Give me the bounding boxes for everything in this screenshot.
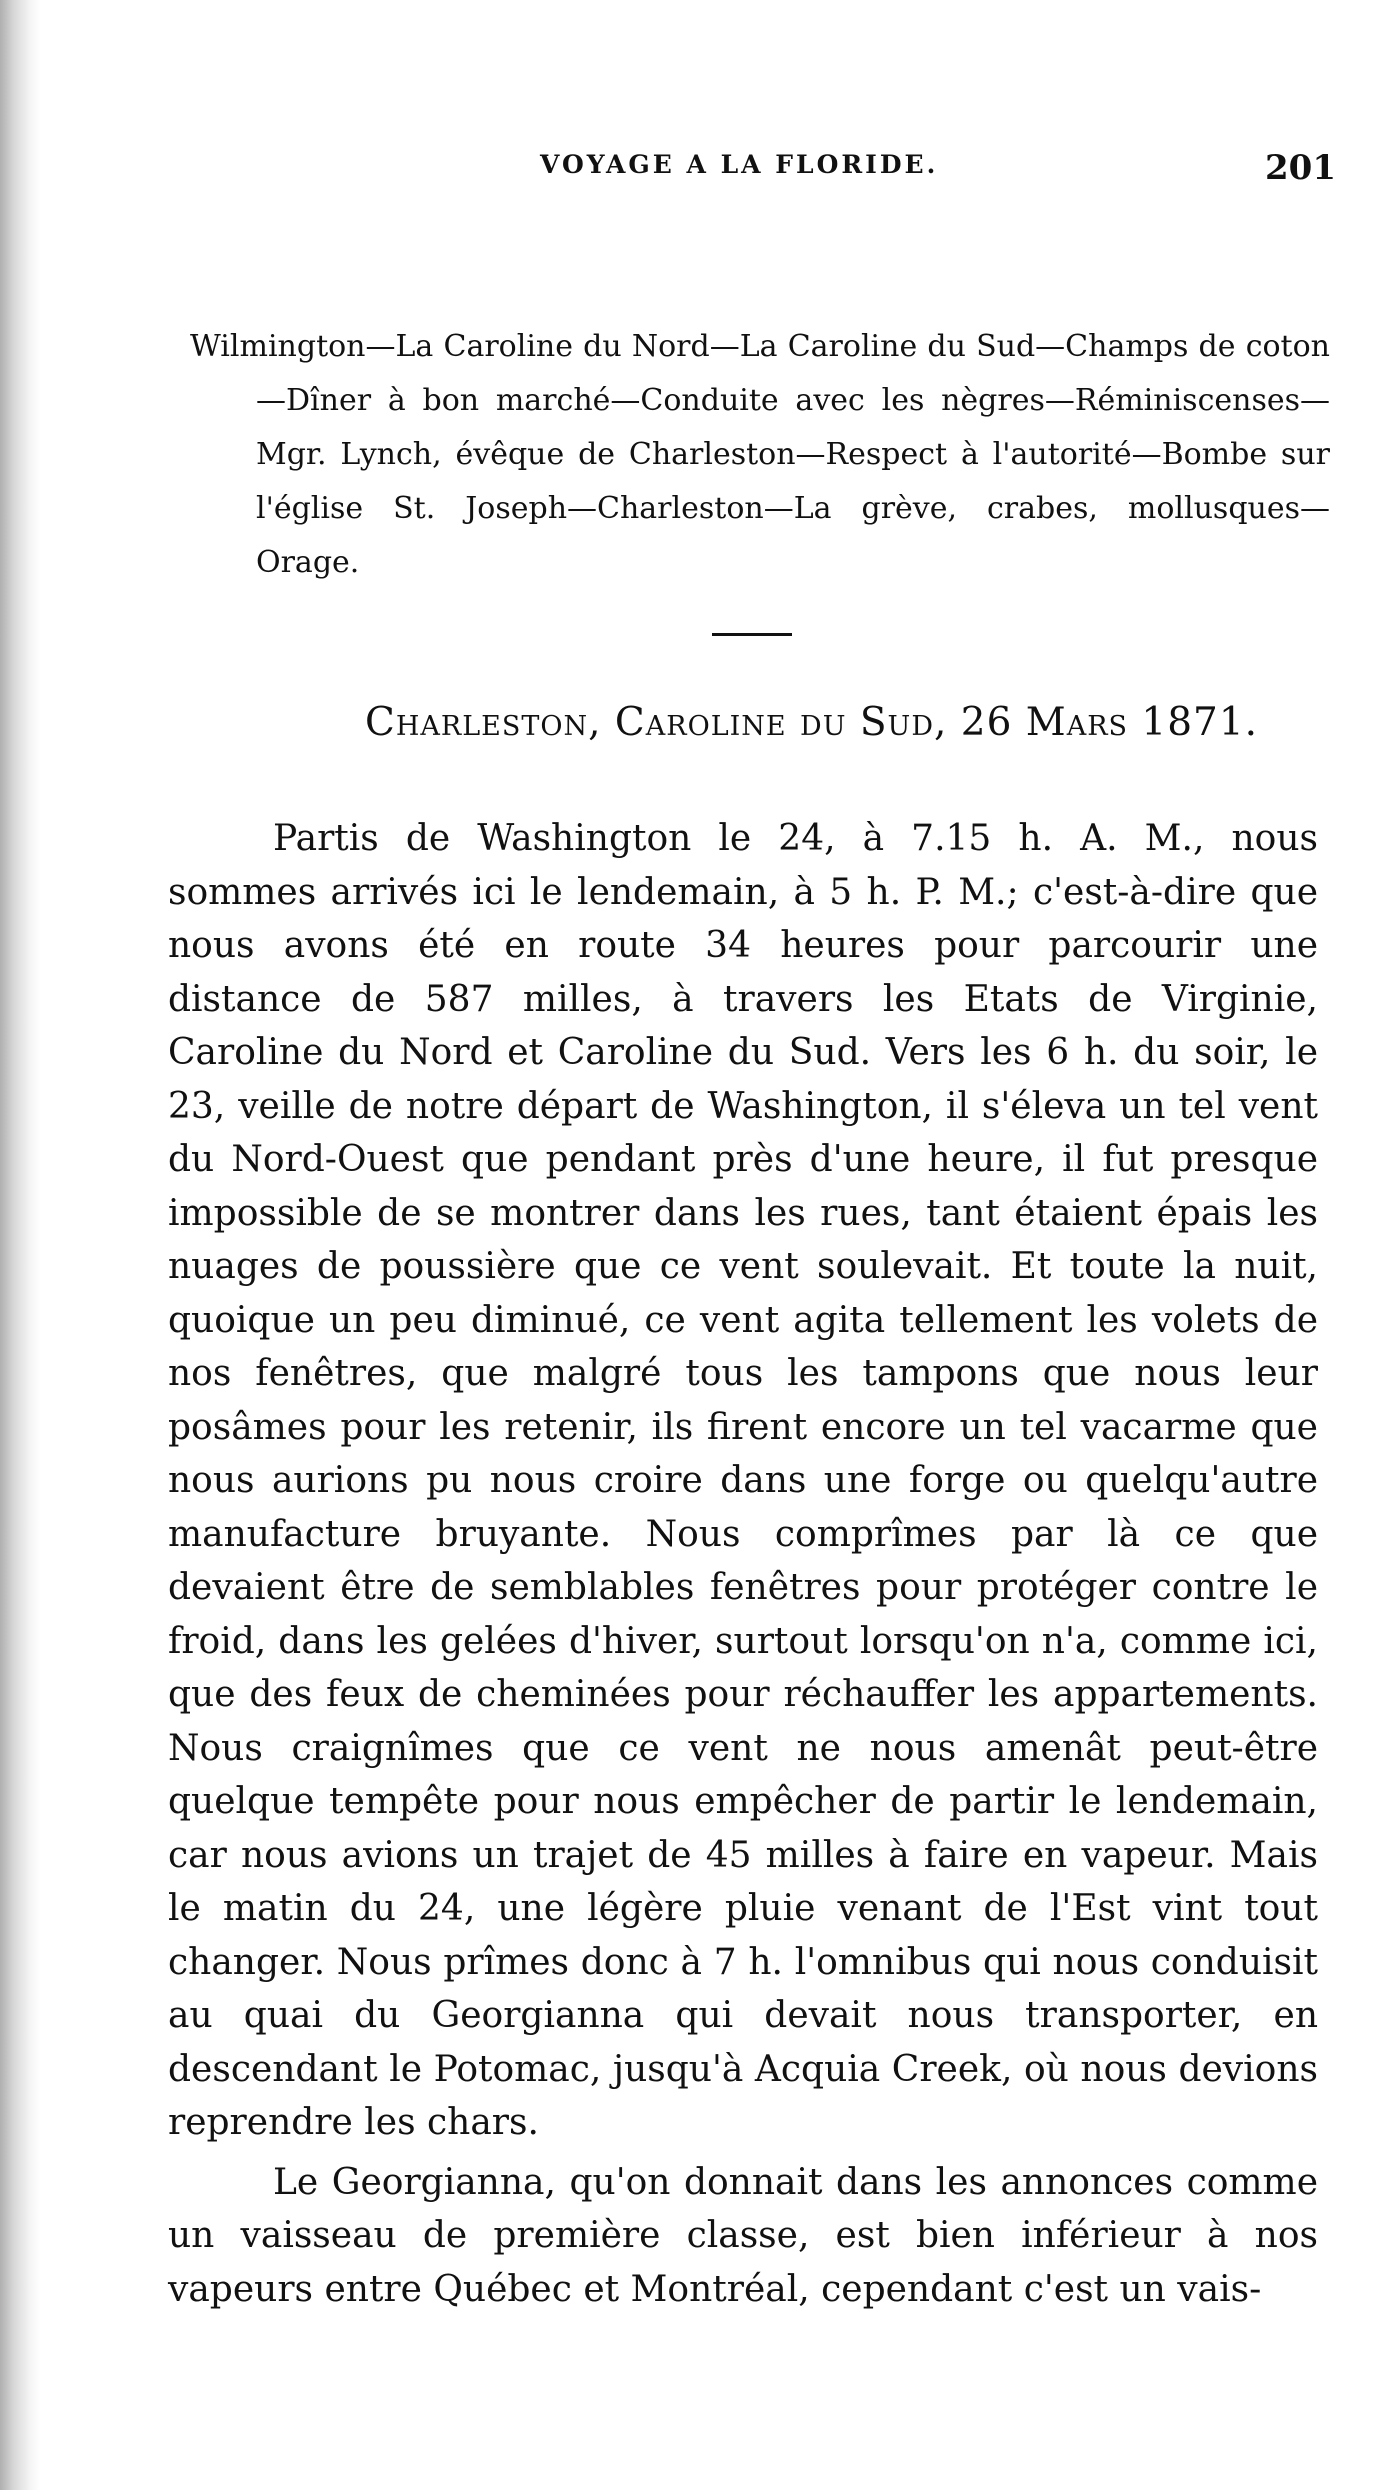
page-number: 201 <box>1265 148 1336 188</box>
chapter-summary: Wilmington—La Caroline du Nord—La Caroline du Sud—Champs de coton—Dîner à bon marché—Conduite avec les nègres—Réminiscenses—Mgr. Lynch, évêque de Charleston—Respect à l'autorité—Bombe sur l'église St. Joseph—Charleston—La grève, crabes, mollusques—Orage. <box>190 329 1330 580</box>
paragraph-2: Le Georgianna, qu'on donnait dans les annonces comme un vaisseau de première classe, est bien inférieur à nos vapeurs entre Québec et Montréal, cependant c'est un vais- <box>168 2161 1318 2310</box>
paragraph-1: Partis de Washington le 24, à 7.15 h. A. M., nous sommes arrivés ici le lendemain, à 5 h. P. M.; c'est-à-dire que nous avons été en route 34 heures pour parcourir une distance de 587 milles, à travers les Etats de Virginie, Caroline du Nord et Caroline du Sud. Vers les 6 h. du soir, le 23, veille de notre départ de Washington, il s'éleva un tel vent du Nord-Ouest que pendant près d'une heure, il fut presque impossible de se montrer dans les rues, tant étaient épais les nuages de poussière que ce vent soulevait. Et toute la nuit, quoique un peu diminué, ce vent agita tellement les volets de nos fenêtres, que malgré tous les tampons que nous leur posâmes pour les retenir, ils firent encore un tel vacarme que nous aurions pu nous croire dans une forge ou quelqu'autre manufacture bruyante. Nous comprîmes par là ce que devaient être de semblables fenêtres pour protéger contre le froid, dans les gelées d'hiver, surtout lorsqu'on n'a, comme ici, que des feux de cheminées pour réchauffer les appartements. Nous craignîmes que ce vent ne nous amenât peut-être quelque tempête pour nous empêcher de partir le lendemain, car nous avions un trajet de 45 milles à faire en vapeur. Mais le matin du 24, une légère pluie venant de l'Est vint tout changer. Nous prîmes donc à 7 h. l'omnibus qui nous conduisit au quai du Georgianna qui devait nous transporter, en descendant le Potomac, jusqu'à Acquia Creek, où nous devions reprendre les chars. <box>168 818 1318 2143</box>
running-head: VOYAGE A LA FLORIDE. <box>540 150 939 179</box>
dateline: Charleston, Caroline du Sud, 26 Mars 1871. <box>365 700 1259 745</box>
body-text <box>168 812 1318 2316</box>
section-divider <box>712 633 792 636</box>
page-edge-shadow <box>0 0 40 2490</box>
